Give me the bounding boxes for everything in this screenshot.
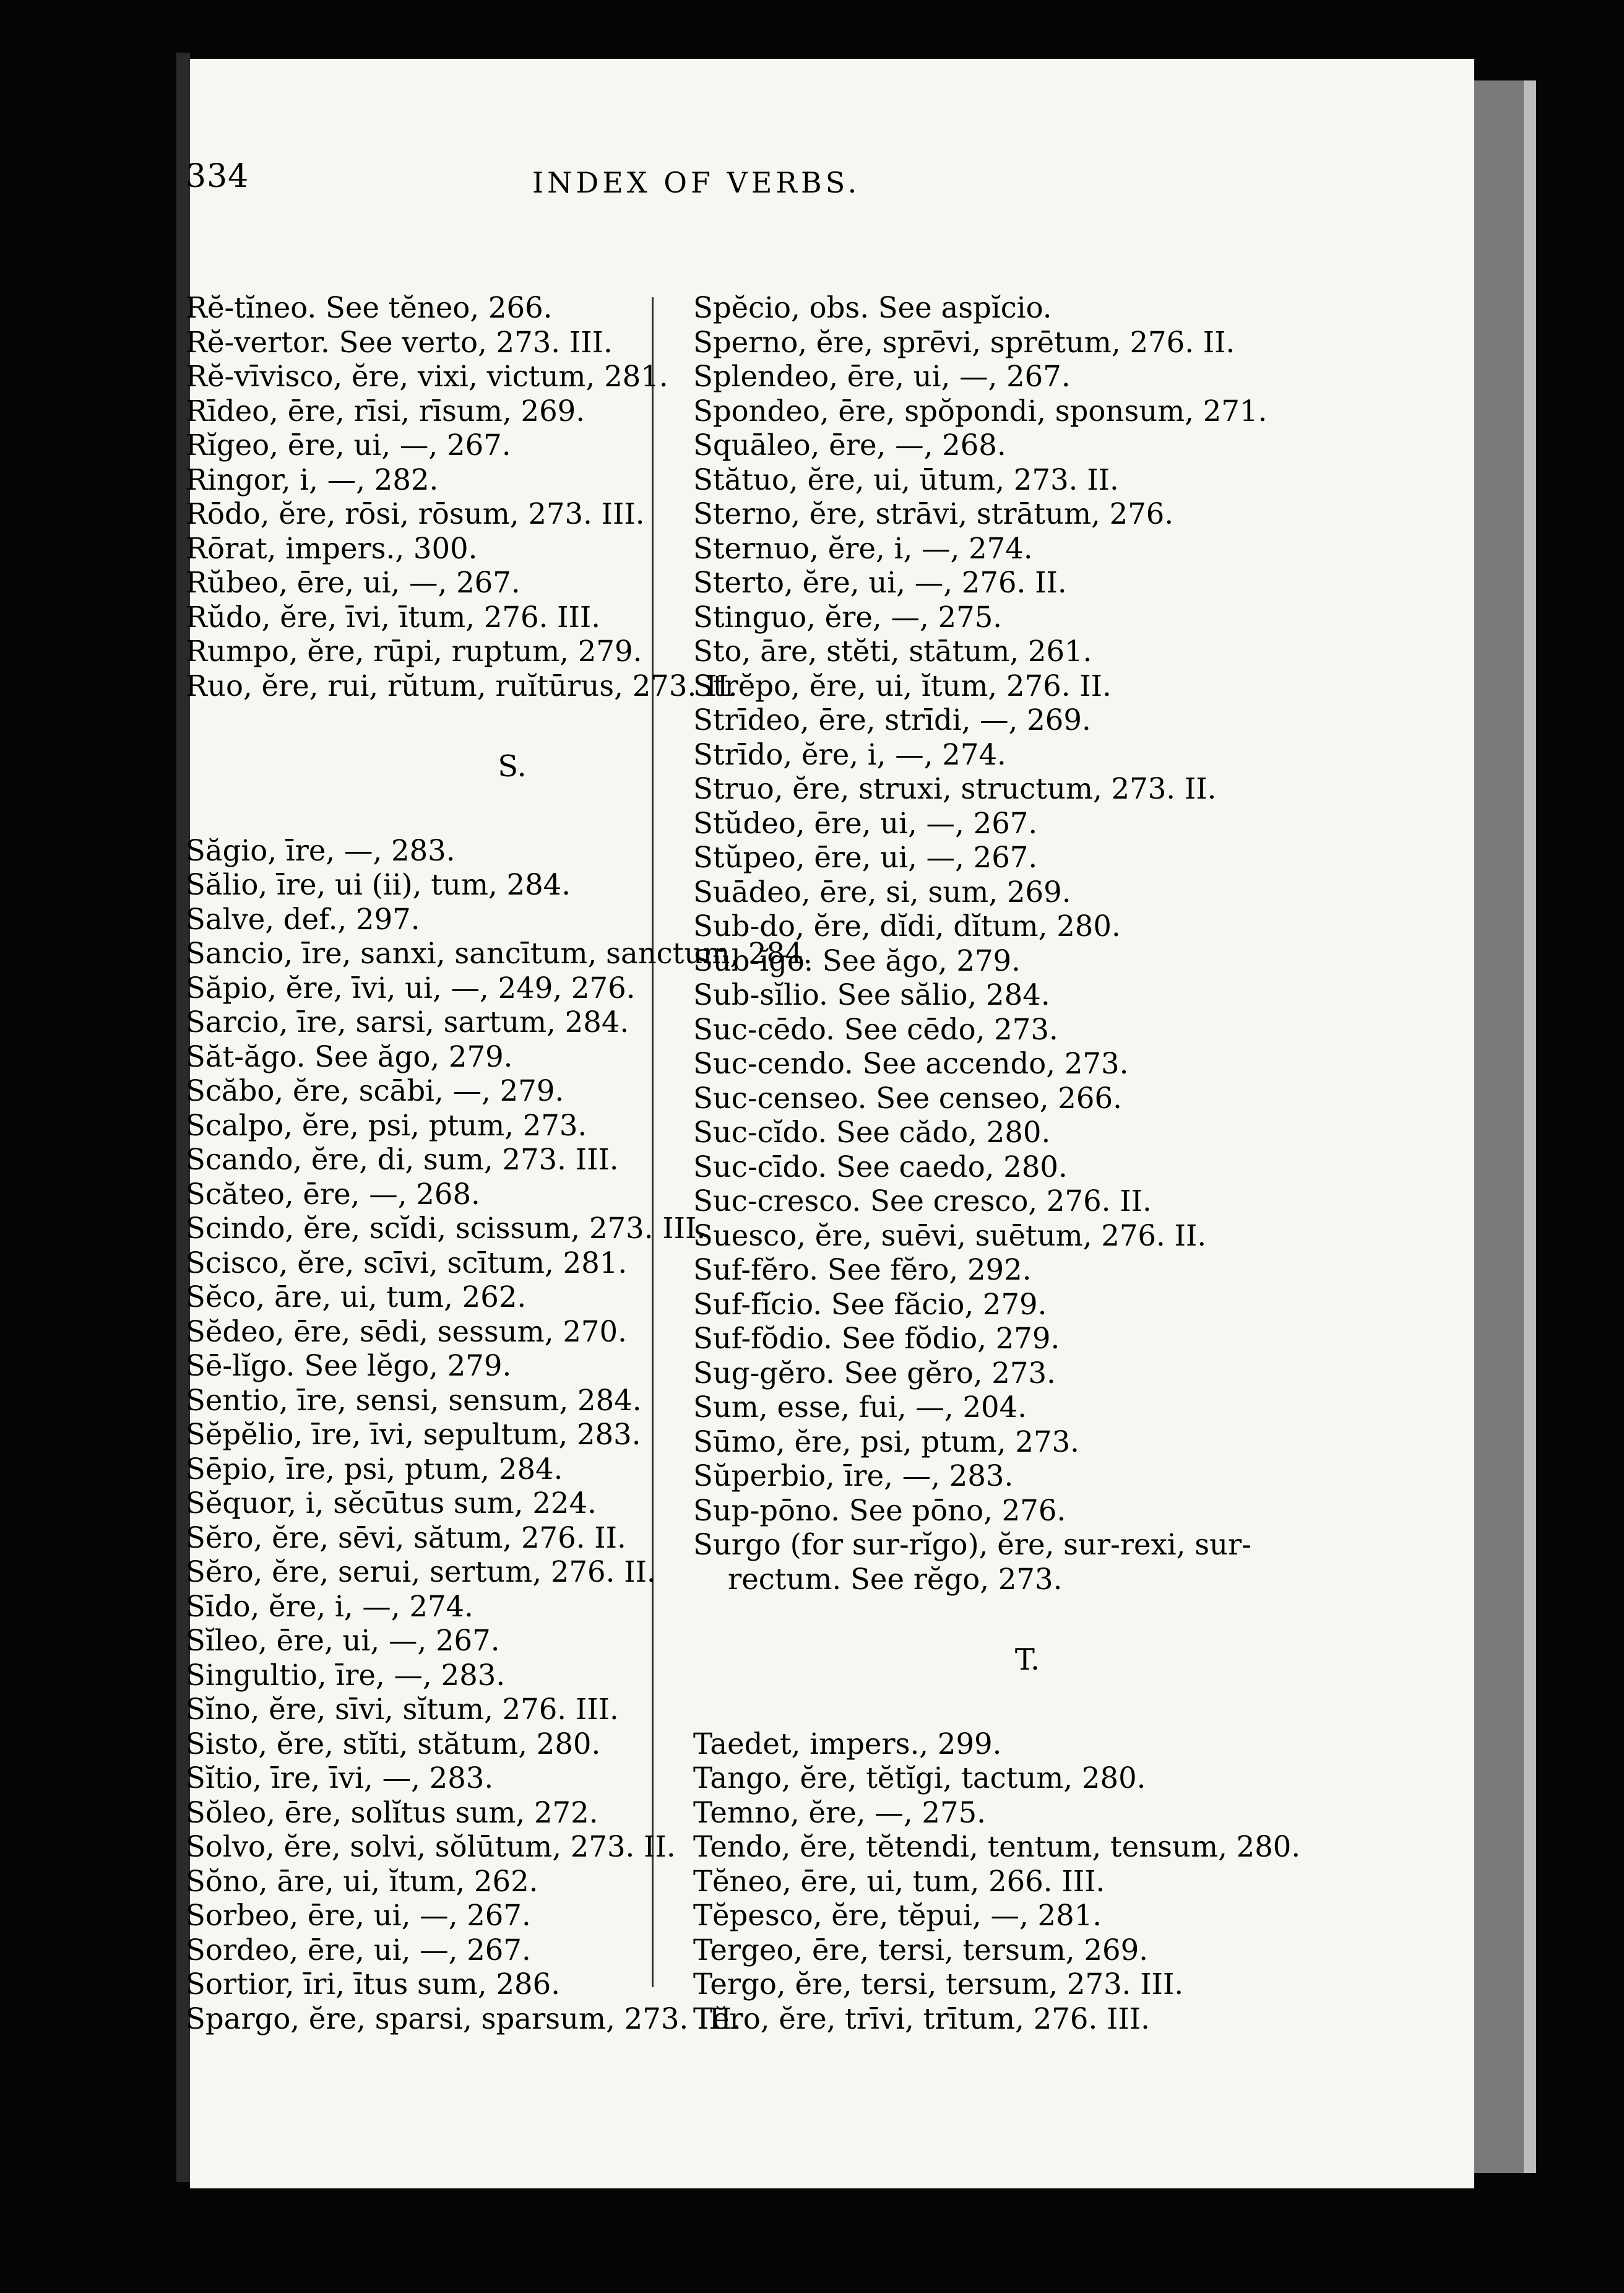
- index-entry: Sortior, īri, ītus sum, 286.: [186, 1967, 560, 2001]
- index-entry: Rĭgeo, ēre, ui, —, 267.: [186, 428, 511, 462]
- index-entry: Singultio, īre, —, 283.: [186, 1658, 506, 1692]
- index-entry: Sĕdeo, ēre, sēdi, sessum, 270.: [186, 1314, 627, 1348]
- index-entry: Sentio, īre, sensi, sensum, 284.: [186, 1383, 642, 1417]
- index-entry: Sordeo, ēre, ui, —, 267.: [186, 1933, 531, 1967]
- index-entry: Suc-cĭdo. See cădo, 280.: [693, 1116, 1051, 1149]
- index-entry: Spargo, ĕre, sparsi, sparsum, 273. III.: [186, 2001, 741, 2035]
- index-entry: Sarcio, īre, sarsi, sartum, 284.: [186, 1005, 629, 1039]
- index-entry: Sup-pōno. See pōno, 276.: [693, 1493, 1066, 1527]
- index-entry: Sĕro, ĕre, serui, sertum, 276. II.: [186, 1555, 656, 1589]
- index-entry: Sĕquor, i, sĕcūtus sum, 224.: [186, 1486, 597, 1520]
- index-entry: Sternuo, ĕre, i, —, 274.: [693, 531, 1033, 565]
- index-entry: Suc-cīdo. See caedo, 280.: [693, 1150, 1068, 1184]
- index-entry: Rumpo, ĕre, rūpi, ruptum, 279.: [186, 635, 642, 668]
- index-entry: Solvo, ĕre, solvi, sŏlūtum, 273. II.: [186, 1830, 676, 1863]
- index-entry: Rŭbeo, ēre, ui, —, 267.: [186, 566, 520, 599]
- entry-list-s-continued: [693, 291, 1362, 1597]
- index-entry: Rĕ-tĭneo. See tĕneo, 266.: [186, 291, 553, 324]
- index-entry: Stinguo, ĕre, —, 275.: [693, 600, 1003, 634]
- index-entry: Sŏno, āre, ui, ĭtum, 262.: [186, 1864, 538, 1898]
- index-entry: Sug-gĕro. See gĕro, 273.: [693, 1356, 1056, 1390]
- index-entry: Săt-ăgo. See ăgo, 279.: [186, 1039, 513, 1073]
- section-heading-s: S.: [498, 749, 527, 784]
- index-entry: Tergo, ĕre, tersi, tersum, 273. III.: [693, 1967, 1184, 2001]
- index-entry: Sē-lĭgo. See lĕgo, 279.: [186, 1349, 512, 1382]
- index-entry: Suc-cresco. See cresco, 276. II.: [693, 1184, 1152, 1218]
- index-entry: Sum, esse, fui, —, 204.: [693, 1390, 1027, 1424]
- index-entry: Sēpio, īre, psi, ptum, 284.: [186, 1452, 563, 1486]
- entry-list-t: [693, 1727, 1362, 2037]
- index-entry: Sterno, ĕre, strāvi, strātum, 276.: [693, 497, 1174, 531]
- index-entry: Sĭtio, īre, īvi, —, 283.: [186, 1761, 494, 1795]
- index-entry: Sorbeo, ēre, ui, —, 267.: [186, 1899, 531, 1932]
- index-entry: Suc-cēdo. See cēdo, 273.: [693, 1012, 1058, 1046]
- index-entry: Ringor, i, —, 282.: [186, 462, 439, 496]
- index-entry: Suesco, ĕre, suēvi, suētum, 276. II.: [693, 1218, 1207, 1252]
- index-entry: Sĕro, ĕre, sēvi, sătum, 276. II.: [186, 1520, 626, 1554]
- index-entry: Rīdeo, ēre, rīsi, rīsum, 269.: [186, 394, 585, 428]
- index-entry: Strīdo, ĕre, i, —, 274.: [693, 737, 1006, 771]
- index-entry: Sŏleo, ēre, solĭtus sum, 272.: [186, 1795, 598, 1829]
- index-entry: Sŭperbio, īre, —, 283.: [693, 1459, 1014, 1493]
- index-entry: Scăteo, ēre, —, 268.: [186, 1177, 480, 1211]
- index-entry: Stŭpeo, ēre, ui, —, 267.: [693, 841, 1038, 874]
- index-entry: Rŭdo, ĕre, īvi, ītum, 276. III.: [186, 600, 601, 634]
- index-entry: Sub-do, ĕre, dĭdi, dĭtum, 280.: [693, 909, 1121, 943]
- section-heading-t: T.: [1014, 1642, 1040, 1677]
- index-entry: Ruo, ĕre, rui, rŭtum, ruĭtūrus, 273. II.: [186, 669, 738, 703]
- index-entry: Tĕpesco, ĕre, tĕpui, —, 281.: [693, 1899, 1102, 1932]
- index-entry: Spondeo, ēre, spŏpondi, sponsum, 271.: [693, 394, 1268, 428]
- index-entry: Sĕco, āre, ui, tum, 262.: [186, 1280, 527, 1314]
- index-entry: Sŭb-ĭgo. See ăgo, 279.: [693, 943, 1021, 977]
- running-title: INDEX OF VERBS.: [532, 166, 861, 199]
- index-entry: Taedet, impers., 299.: [693, 1727, 1002, 1761]
- index-entry: Scăbo, ĕre, scābi, —, 279.: [186, 1074, 564, 1107]
- index-entry: Surgo (for sur-rĭgo), ĕre, sur-rexi, sur-rectum. See rĕgo, 273.: [693, 1528, 1251, 1596]
- next-page-edge: [1474, 80, 1524, 2173]
- index-entry: Sīdo, ĕre, i, —, 274.: [186, 1589, 473, 1623]
- index-entry: Sperno, ĕre, sprēvi, sprētum, 276. II.: [693, 325, 1235, 359]
- index-entry: Stătuo, ĕre, ui, ūtum, 273. II.: [693, 462, 1119, 496]
- index-entry: Suc-cendo. See accendo, 273.: [693, 1047, 1129, 1080]
- index-entry: Rōdo, ĕre, rōsi, rōsum, 273. III.: [186, 497, 645, 531]
- index-entry: Squāleo, ēre, —, 268.: [693, 428, 1006, 462]
- right-column: [693, 291, 1362, 2036]
- index-entry: Struo, ĕre, struxi, structum, 273. II.: [693, 772, 1217, 805]
- index-entry: Scalpo, ĕre, psi, ptum, 273.: [186, 1108, 587, 1142]
- index-entry: Strĕpo, ĕre, ui, ĭtum, 276. II.: [693, 669, 1112, 703]
- index-entry: Sancio, īre, sanxi, sancītum, sanctum, 284.: [186, 937, 813, 970]
- index-entry: Sisto, ĕre, stĭti, stătum, 280.: [186, 1727, 601, 1761]
- index-entry: Sĕpĕlio, īre, īvi, sepultum, 283.: [186, 1418, 641, 1451]
- index-entry: Tergeo, ēre, tersi, tersum, 269.: [693, 1933, 1148, 1967]
- index-entry: Rōrat, impers., 300.: [186, 531, 478, 565]
- index-entry: Scisco, ĕre, scīvi, scītum, 281.: [186, 1246, 628, 1280]
- index-entry: Scindo, ĕre, scĭdi, scissum, 273. III.: [186, 1212, 706, 1245]
- index-entry: Tendo, ĕre, tĕtendi, tentum, tensum, 280.: [693, 1830, 1301, 1863]
- index-entry: Suf-fĕro. See fĕro, 292.: [693, 1253, 1032, 1286]
- index-entry: Suādeo, ēre, si, sum, 269.: [693, 875, 1071, 909]
- next-page-edge-highlight: [1524, 80, 1536, 2173]
- index-entry: Strīdeo, ēre, strīdi, —, 269.: [693, 703, 1091, 737]
- index-entry: Sub-sĭlio. See sălio, 284.: [693, 978, 1050, 1012]
- index-entry: Rĕ-vīvisco, ĕre, vixi, victum, 281.: [186, 360, 668, 393]
- index-entry: Rĕ-vertor. See verto, 273. III.: [186, 325, 613, 359]
- index-entry: Sĭleo, ēre, ui, —, 267.: [186, 1624, 500, 1657]
- index-entry: Sto, āre, stĕti, stātum, 261.: [693, 635, 1092, 668]
- index-entry: Suf-fĭcio. See făcio, 279.: [693, 1287, 1047, 1321]
- index-entry: Stŭdeo, ēre, ui, —, 267.: [693, 806, 1038, 840]
- index-entry: Scando, ĕre, di, sum, 273. III.: [186, 1143, 619, 1176]
- index-entry: Tango, ĕre, tĕtĭgi, tactum, 280.: [693, 1761, 1146, 1795]
- index-entry: Splendeo, ēre, ui, —, 267.: [693, 360, 1071, 393]
- index-entry: Temno, ĕre, —, 275.: [693, 1795, 986, 1829]
- index-entry: Săpio, ĕre, īvi, ui, —, 249, 276.: [186, 971, 636, 1005]
- index-entry: Sterto, ĕre, ui, —, 276. II.: [693, 566, 1067, 599]
- index-entry: Suc-censeo. See censeo, 266.: [693, 1081, 1122, 1115]
- index-entry: Salve, def., 297.: [186, 902, 420, 936]
- index-entry: Tĕro, ĕre, trīvi, trītum, 276. III.: [693, 2001, 1150, 2035]
- index-entry: Suf-fŏdio. See fŏdio, 279.: [693, 1322, 1060, 1355]
- index-entry: Sĭno, ĕre, sīvi, sĭtum, 276. III.: [186, 1693, 619, 1726]
- index-entry: Spĕcio, obs. See aspĭcio.: [693, 291, 1052, 324]
- index-entry: Sălio, īre, ui (ii), tum, 284.: [186, 868, 571, 901]
- index-entry: Săgio, īre, —, 283.: [186, 833, 456, 867]
- page-number: 334: [186, 158, 249, 195]
- index-entry: Tĕneo, ēre, ui, tum, 266. III.: [693, 1864, 1105, 1898]
- index-entry: Sūmo, ĕre, psi, ptum, 273.: [693, 1424, 1079, 1459]
